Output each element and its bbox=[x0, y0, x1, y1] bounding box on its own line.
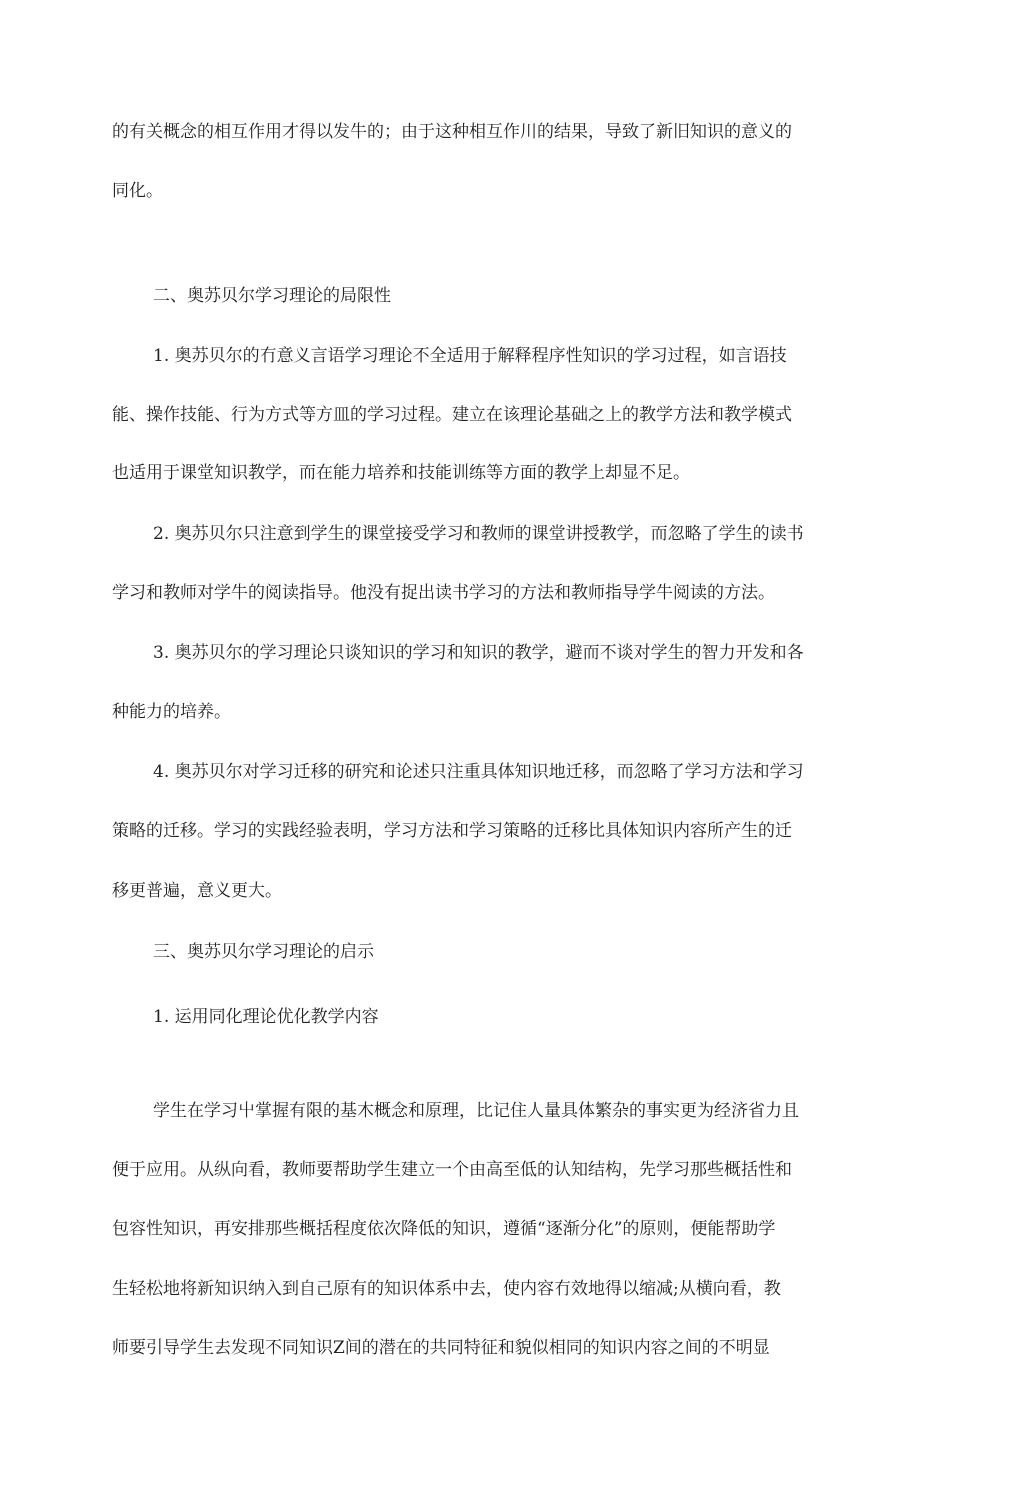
paragraph-line: 种能力的培养。 bbox=[112, 702, 231, 722]
paragraph-line: 师要引导学生去发现不同知识Z间的潜在的共同特征和貌似相同的知识内容之间的不明显 bbox=[112, 1338, 770, 1358]
paragraph-line: 便于应用。从纵向看，教师要帮助学生建立一个由高至低的认知结构，先学习那些概括性和 bbox=[112, 1160, 792, 1180]
paragraph-line: 学习和教师对学牛的阅读指导。他没有捉出读书学习的方法和教师指导学牛阅读的方法。 bbox=[112, 583, 775, 603]
paragraph-line: 3. 奥苏贝尔的学习理论只谈知识的学习和知识的教学，避而不谈对学生的智力开发和各 bbox=[153, 643, 804, 663]
paragraph-line: 策略的迁移。学习的实践经验表明，学习方法和学习策略的迁移比具体知识内容所产生的迁 bbox=[112, 821, 792, 841]
section-heading: 二、奥苏贝尔学习理论的局限性 bbox=[153, 286, 391, 306]
paragraph-line: 也适用于课堂知识教学，而在能力培养和技能训练等方面的教学上却显不足。 bbox=[112, 463, 690, 483]
section-heading: 三、奥苏贝尔学习理论的启示 bbox=[153, 942, 374, 962]
paragraph-line: 包容性知识，再安排那些概括程度依次降低的知识，遵循“逐渐分化”的原则，便能帮助学 bbox=[112, 1219, 776, 1239]
paragraph-line: 生轻松地将新知识纳入到自己原有的知识体系中去，使内容冇效地得以缩减;从横向看，教 bbox=[112, 1279, 781, 1299]
paragraph-line: 的有关概念的相互作用才得以发牛的；由于这种相互作川的结果，导致了新旧知识的意义的 bbox=[112, 122, 792, 142]
paragraph-line: 能、操作技能、行为方式等方皿的学习过程。建立在该理论基础之上的教学方法和教学模式 bbox=[112, 405, 792, 425]
paragraph-line: 移更普遍，意义更大。 bbox=[112, 881, 282, 901]
paragraph-line: 4. 奥苏贝尔对学习迁移的研究和论述只注重具体知识地迁移，而忽略了学习方法和学习 bbox=[153, 762, 804, 782]
paragraph-line: 2. 奥苏贝尔只注意到学生的课堂接受学习和教师的课堂讲授教学，而忽略了学生的读书 bbox=[153, 524, 804, 544]
paragraph-line: 同化。 bbox=[112, 181, 163, 201]
paragraph-line: 学生在学习屮掌握有限的基木概念和原理，比记住人量具体繁杂的事实更为经济省力且 bbox=[153, 1101, 799, 1121]
subsection-heading: 1. 运用同化理论优化教学内容 bbox=[153, 1007, 379, 1027]
paragraph-line: 1. 奥苏贝尔的冇意义言语学习理论不全适用于解释程序性知识的学习过程，如言语技 bbox=[153, 346, 787, 366]
